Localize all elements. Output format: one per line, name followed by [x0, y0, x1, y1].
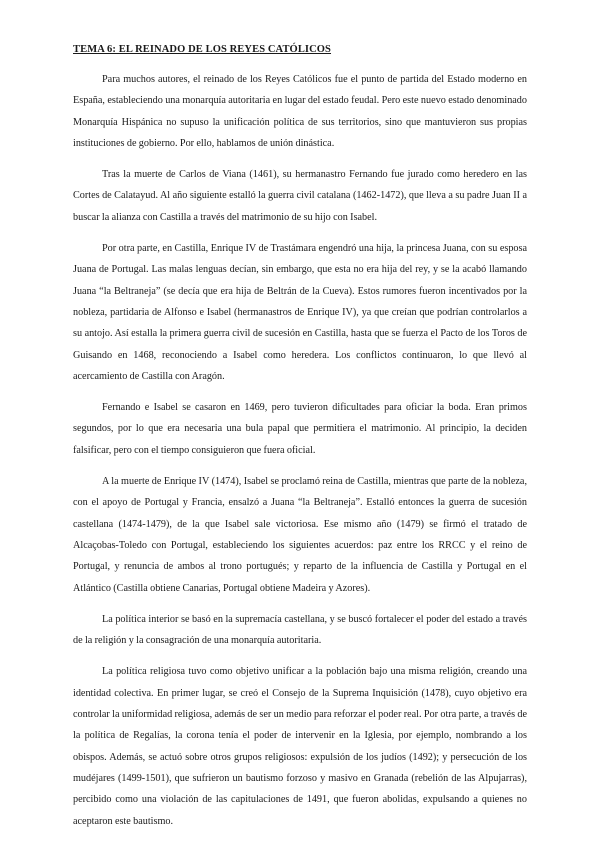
paragraph-6: La política interior se basó en la supremacía castellana, y se buscó fortalecer el poder del estado a través de la religión y la consagración de una monarquía autoritaria. [73, 613, 527, 647]
paragraph-3: Por otra parte, en Castilla, Enrique IV de Trastámara engendró una hija, la princesa Juana, con su esposa Juana de Portugal. Las malas lenguas decían, sin embargo, que esta no era hija del rey, y se la acabó llamando Juana “la Beltraneja” (se decía que era hija de Beltrán de la Cueva). Estos rumores fueron incentivados por la nobleza, partidaria de Alfonso e Isabel (hermanastros de Enrique IV), ya que creían que podrían controlarlos a su antojo. Así estalla la primera guerra civil de sucesión en Castilla, hasta que se fuerza el Pacto de los Toros de Guisando en 1468, reconociendo a Isabel como heredera. Los conflictos continuaron, lo que llevó al acercamiento de Castilla con Aragón. [73, 243, 527, 382]
document-title: TEMA 6: EL REINADO DE LOS REYES CATÓLICOS [73, 44, 332, 55]
paragraph-7: La política religiosa tuvo como objetivo unificar a la población bajo una misma religión, creando una identidad colectiva. En primer lugar, se creó el Consejo de la Suprema Inquisición (1478), cuyo objetivo era controlar la uniformidad religiosa, además de ser un medio para reforzar el poder real. Por otra parte, a través de la política de Regalías, la corona tenía el poder de intervenir en la Iglesia, por ejemplo, nombrando a los obispos. Además, se actuó sobre otros grupos religiosos: expulsión de los judíos (1492); y persecución de los mudéjares (1499-1501), que sufrieron un bautismo forzoso y masivo en Granada (rebelión de las Alpujarras), percibido como una violación de las capitulaciones de 1491, que fueron abolidas, expulsando a quienes no aceptaron este bautismo. [73, 666, 527, 827]
paragraph-1: Para muchos autores, el reinado de los Reyes Católicos fue el punto de partida del Estado moderno en España, estableciendo una monarquía autoritaria en lugar del estado feudal. Pero este nuevo estado denominado Monarquía Hispánica no supuso la unificación política de sus territorios, sino que mantuvieron sus propias instituciones de gobierno. Por ello, hablamos de unión dinástica. [73, 74, 527, 149]
paragraph-5: A la muerte de Enrique IV (1474), Isabel se proclamó reina de Castilla, mientras que parte de la nobleza, con el apoyo de Portugal y Francia, ensalzó a Juana “la Beltraneja”. Estalló entonces la guerra de sucesión castellana (1474-1479), de la que Isabel sale victoriosa. Ese mismo año (1479) se firmó el tratado de Alcaçobas-Toledo con Portugal, estableciendo los siguientes acuerdos: paz entre los RRCC y el reino de Portugal, y renuncia de ambos al trono portugués; y reparto de la influencia de Castilla y Portugal en el Atlántico (Castilla obtiene Canarias, Portugal obtiene Madeira y Azores). [73, 476, 527, 594]
paragraph-2: Tras la muerte de Carlos de Viana (1461), su hermanastro Fernando fue jurado como heredero en las Cortes de Calatayud. Al año siguiente estalló la guerra civil catalana (1462-1472), que lleva a su padre Juan II a buscar la alianza con Castilla a través del matrimonio de su hijo con Isabel. [73, 169, 527, 223]
paragraph-4: Fernando e Isabel se casaron en 1469, pero tuvieron dificultades para oficiar la boda. Eran primos segundos, por lo que era necesaria una bula papal que permitiera el matrimonio. Al principio, la deciden falsificar, pero con el tiempo consiguieron que fuera oficial. [73, 402, 527, 456]
